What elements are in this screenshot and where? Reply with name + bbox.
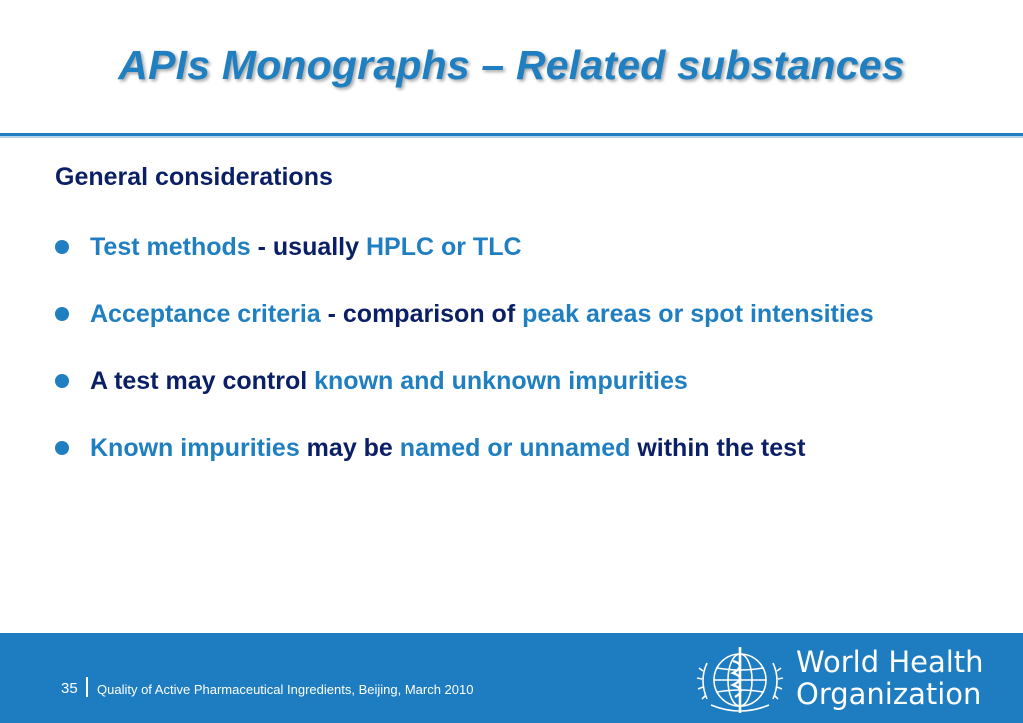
bullet-list	[55, 228, 955, 496]
who-org-name-line2: Organization	[796, 677, 982, 711]
bullet-item	[55, 429, 955, 467]
bullet-text-segment: within the test	[630, 434, 806, 462]
bullet-text-segment: A test may control	[90, 367, 315, 395]
page-number-separator	[86, 677, 88, 697]
bullet-item	[55, 228, 955, 266]
bullet-text-segment: may be	[299, 434, 400, 462]
bullet-text-segment: Known impurities	[90, 434, 300, 462]
bullet-text-segment: named or unnamed	[399, 434, 631, 462]
bullet-text-segment: - comparison of	[320, 300, 523, 328]
bullet-item	[55, 362, 955, 400]
who-org-name-line1: World Health	[796, 645, 984, 679]
bullet-text-segment: - usually	[250, 233, 366, 261]
bullet-dot-icon	[55, 374, 69, 388]
footer-caption: Quality of Active Pharmaceutical Ingredients, Beijing, March 2010	[97, 682, 474, 697]
bullet-item	[55, 295, 955, 333]
slide-title: APIs Monographs – Related substances	[118, 42, 905, 88]
bullet-text-segment: known and unknown impurities	[314, 367, 688, 395]
bullet-text-segment: peak areas or spot intensities	[522, 300, 874, 328]
bullet-text-segment: HPLC or TLC	[365, 233, 522, 261]
section-subheading: General considerations	[55, 163, 333, 191]
bullet-dot-icon	[55, 307, 69, 321]
bullet-dot-icon	[55, 240, 69, 254]
title-divider-shadow	[0, 136, 1023, 138]
who-org-name	[796, 646, 984, 710]
bullet-dot-icon	[55, 441, 69, 455]
who-emblem-icon	[693, 643, 787, 717]
bullet-text-segment: Test methods	[90, 233, 251, 261]
bullet-text-segment: Acceptance criteria	[90, 300, 321, 328]
page-number: 35	[61, 680, 78, 697]
